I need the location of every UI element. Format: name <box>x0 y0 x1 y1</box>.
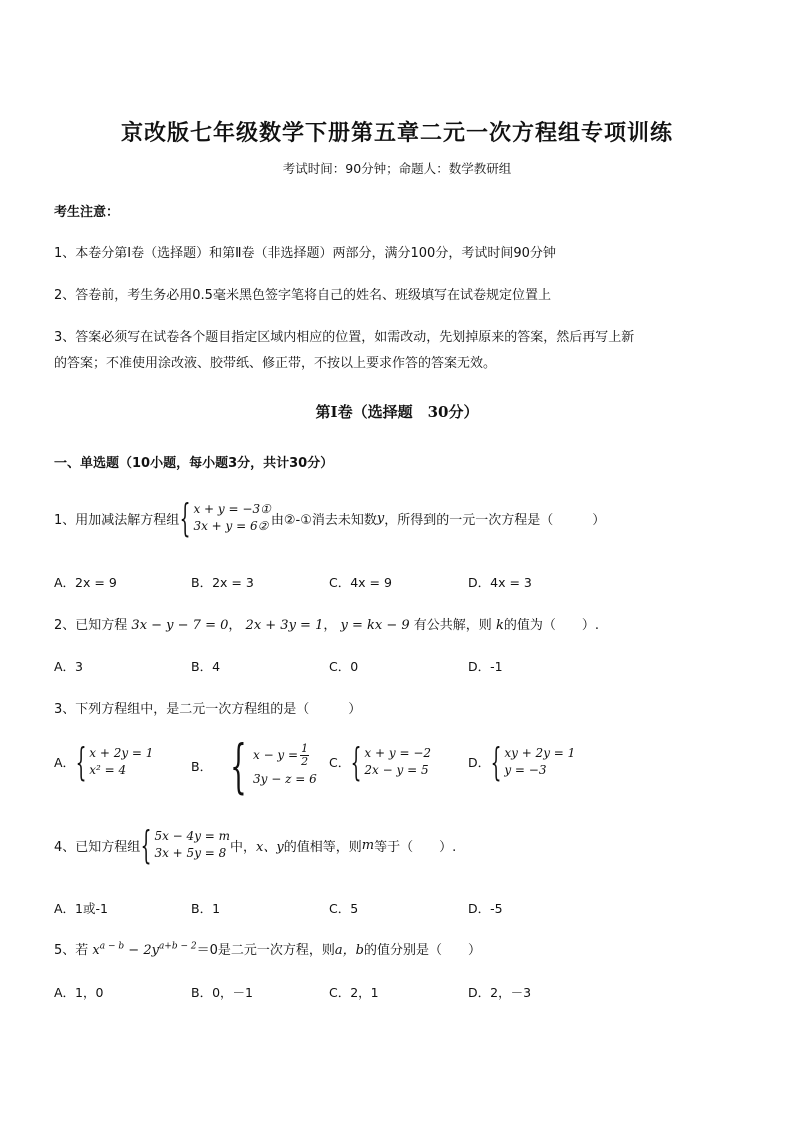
q4-vars: x、y <box>256 839 284 855</box>
q1-mid: 由②-①消去未知数 <box>270 512 377 528</box>
q5-suffix2: 的值分别是（ ） <box>363 943 481 958</box>
question-4 <box>54 823 457 867</box>
q2-var: k <box>495 618 504 633</box>
q3-a-eq1: x + 2y = 1 <box>89 746 154 760</box>
page-title: 京改版七年级数学下册第五章二元一次方程组专项训练 <box>120 120 673 146</box>
q1-eq1: x + y = −3① <box>193 502 271 516</box>
q4-var: m <box>361 837 375 853</box>
q3-a-eq2: x² = 4 <box>89 763 127 777</box>
fraction-denominator: 2 <box>301 754 309 768</box>
q3-b-eq2: 3y − z = 6 <box>252 771 317 786</box>
q4-eq1: 5x − 4y = m <box>154 829 231 843</box>
q2-suffix: 的值为（ ）. <box>503 618 599 633</box>
q5-option-b[interactable]: B．0，－1 <box>191 985 253 1000</box>
q5-suffix: ＝0是二元一次方程，则 <box>196 943 335 958</box>
q5-vars: a，b <box>334 943 364 958</box>
question-5 <box>54 939 481 958</box>
q1-option-b[interactable]: B．2x = 3 <box>191 575 254 590</box>
q2-mid: 有公共解，则 <box>413 618 492 633</box>
notice-item-3-cont: 的答案；不准使用涂改液、胶带纸、修正带，不按以上要求作答的答案无效。 <box>54 356 497 371</box>
section1-title: 一、单选题（10小题，每小题3分，共计30分） <box>54 456 334 471</box>
notice-item-2: 2、答卷前，考生务必用0.5毫米黑色签字笔将自己的姓名、班级填写在试卷规定位置上 <box>54 288 551 303</box>
q2-eq2: 2x + 3y = 1 <box>245 618 324 633</box>
notice-item-1: 1、本卷分第Ⅰ卷（选择题）和第Ⅱ卷（非选择题）两部分，满分100分，考试时间90分钟 <box>54 246 556 261</box>
q4-option-d[interactable]: D．-5 <box>468 901 503 916</box>
q1-system <box>179 496 271 540</box>
q1-prefix: 1、用加减法解方程组 <box>54 512 180 528</box>
q5-option-c[interactable]: C．2，1 <box>329 985 379 1000</box>
question-3: 3、下列方程组中，是二元一次方程组的是（ ） <box>54 702 362 717</box>
brace-icon: { <box>490 740 502 784</box>
question-1 <box>54 496 606 540</box>
q4-mid: 中， <box>230 839 257 855</box>
q3-option-c-label: C． <box>329 755 351 770</box>
q2-option-c[interactable]: C．0 <box>329 659 359 674</box>
q2-eq3: y = kx − 9 <box>340 618 410 633</box>
q4-prefix: 4、已知方程组 <box>54 839 141 855</box>
fraction <box>300 743 309 768</box>
notice-heading: 考生注意： <box>54 205 120 220</box>
q3-c-eq2: 2x − y = 5 <box>364 763 429 777</box>
q5-expr: $x^{a - b} - 2y^{a+b - 2}$ <box>92 941 197 958</box>
q4-option-b[interactable]: B．1 <box>191 901 221 916</box>
q3-d-eq2: y = −3 <box>504 763 547 777</box>
q2-eq1: 3x − y − 7 = 0 <box>131 618 229 633</box>
q4-option-a[interactable]: A．1或-1 <box>54 901 108 916</box>
brace-icon: { <box>75 740 87 784</box>
q4-suffix: 等于（ ）. <box>374 839 457 855</box>
q1-suffix: ，所得到的一元一次方程是（ ） <box>384 512 606 528</box>
q1-eq2: 3x + y = 6② <box>193 519 269 533</box>
q4-option-c[interactable]: C．5 <box>329 901 359 916</box>
notice-item-3: 3、答案必须写在试卷各个题目指定区域内相应的位置，如需改动，先划掉原来的答案，然后再写上新 <box>54 330 635 345</box>
q1-var: y <box>376 510 385 526</box>
q4-eq2: 3x + 5y = 8 <box>154 846 227 860</box>
question-2: 2、已知方程 3x − y − 7 = 0， 2x + 3y = 1， y = kx − 9 有公共解，则 k的值为（ ）. <box>54 618 599 633</box>
q3-option-c[interactable] <box>329 740 432 784</box>
q3-option-b[interactable] <box>191 732 317 800</box>
q1-option-a[interactable]: A．2x = 9 <box>54 575 117 590</box>
q1-option-c[interactable]: C．4x = 9 <box>329 575 392 590</box>
q3-option-a[interactable] <box>54 740 154 784</box>
q2-option-d[interactable]: D．-1 <box>468 659 503 674</box>
part1-title: 第Ⅰ卷（选择题 30分） <box>315 403 479 421</box>
brace-icon: { <box>350 740 362 784</box>
q4-mid2: 的值相等，则 <box>283 839 362 855</box>
q3-c-eq1: x + y = −2 <box>364 746 432 760</box>
q5-prefix: 5、若 <box>54 943 89 958</box>
q1-option-d[interactable]: D．4x = 3 <box>468 575 532 590</box>
fraction-numerator: 1 <box>301 741 309 755</box>
q3-b-eq1: x − y = <box>252 748 299 762</box>
brace-icon: { <box>179 496 191 540</box>
brace-icon: { <box>140 823 152 867</box>
q3-option-d-label: D． <box>468 755 491 770</box>
q5-option-d[interactable]: D．2，－3 <box>468 985 532 1000</box>
q3-option-b-label: B． <box>191 759 213 774</box>
q2-option-a[interactable]: A．3 <box>54 659 84 674</box>
q3-option-d[interactable] <box>468 740 576 784</box>
q3-d-eq1: xy + 2y = 1 <box>504 746 576 760</box>
q2-option-b[interactable]: B．4 <box>191 659 221 674</box>
q3-option-a-label: A． <box>54 755 76 770</box>
exam-subtitle: 考试时间：90分钟；命题人：数学教研组 <box>282 161 512 176</box>
q2-prefix: 2、已知方程 <box>54 618 128 633</box>
brace-icon: { <box>230 732 247 800</box>
q5-option-a[interactable]: A．1，0 <box>54 985 104 1000</box>
